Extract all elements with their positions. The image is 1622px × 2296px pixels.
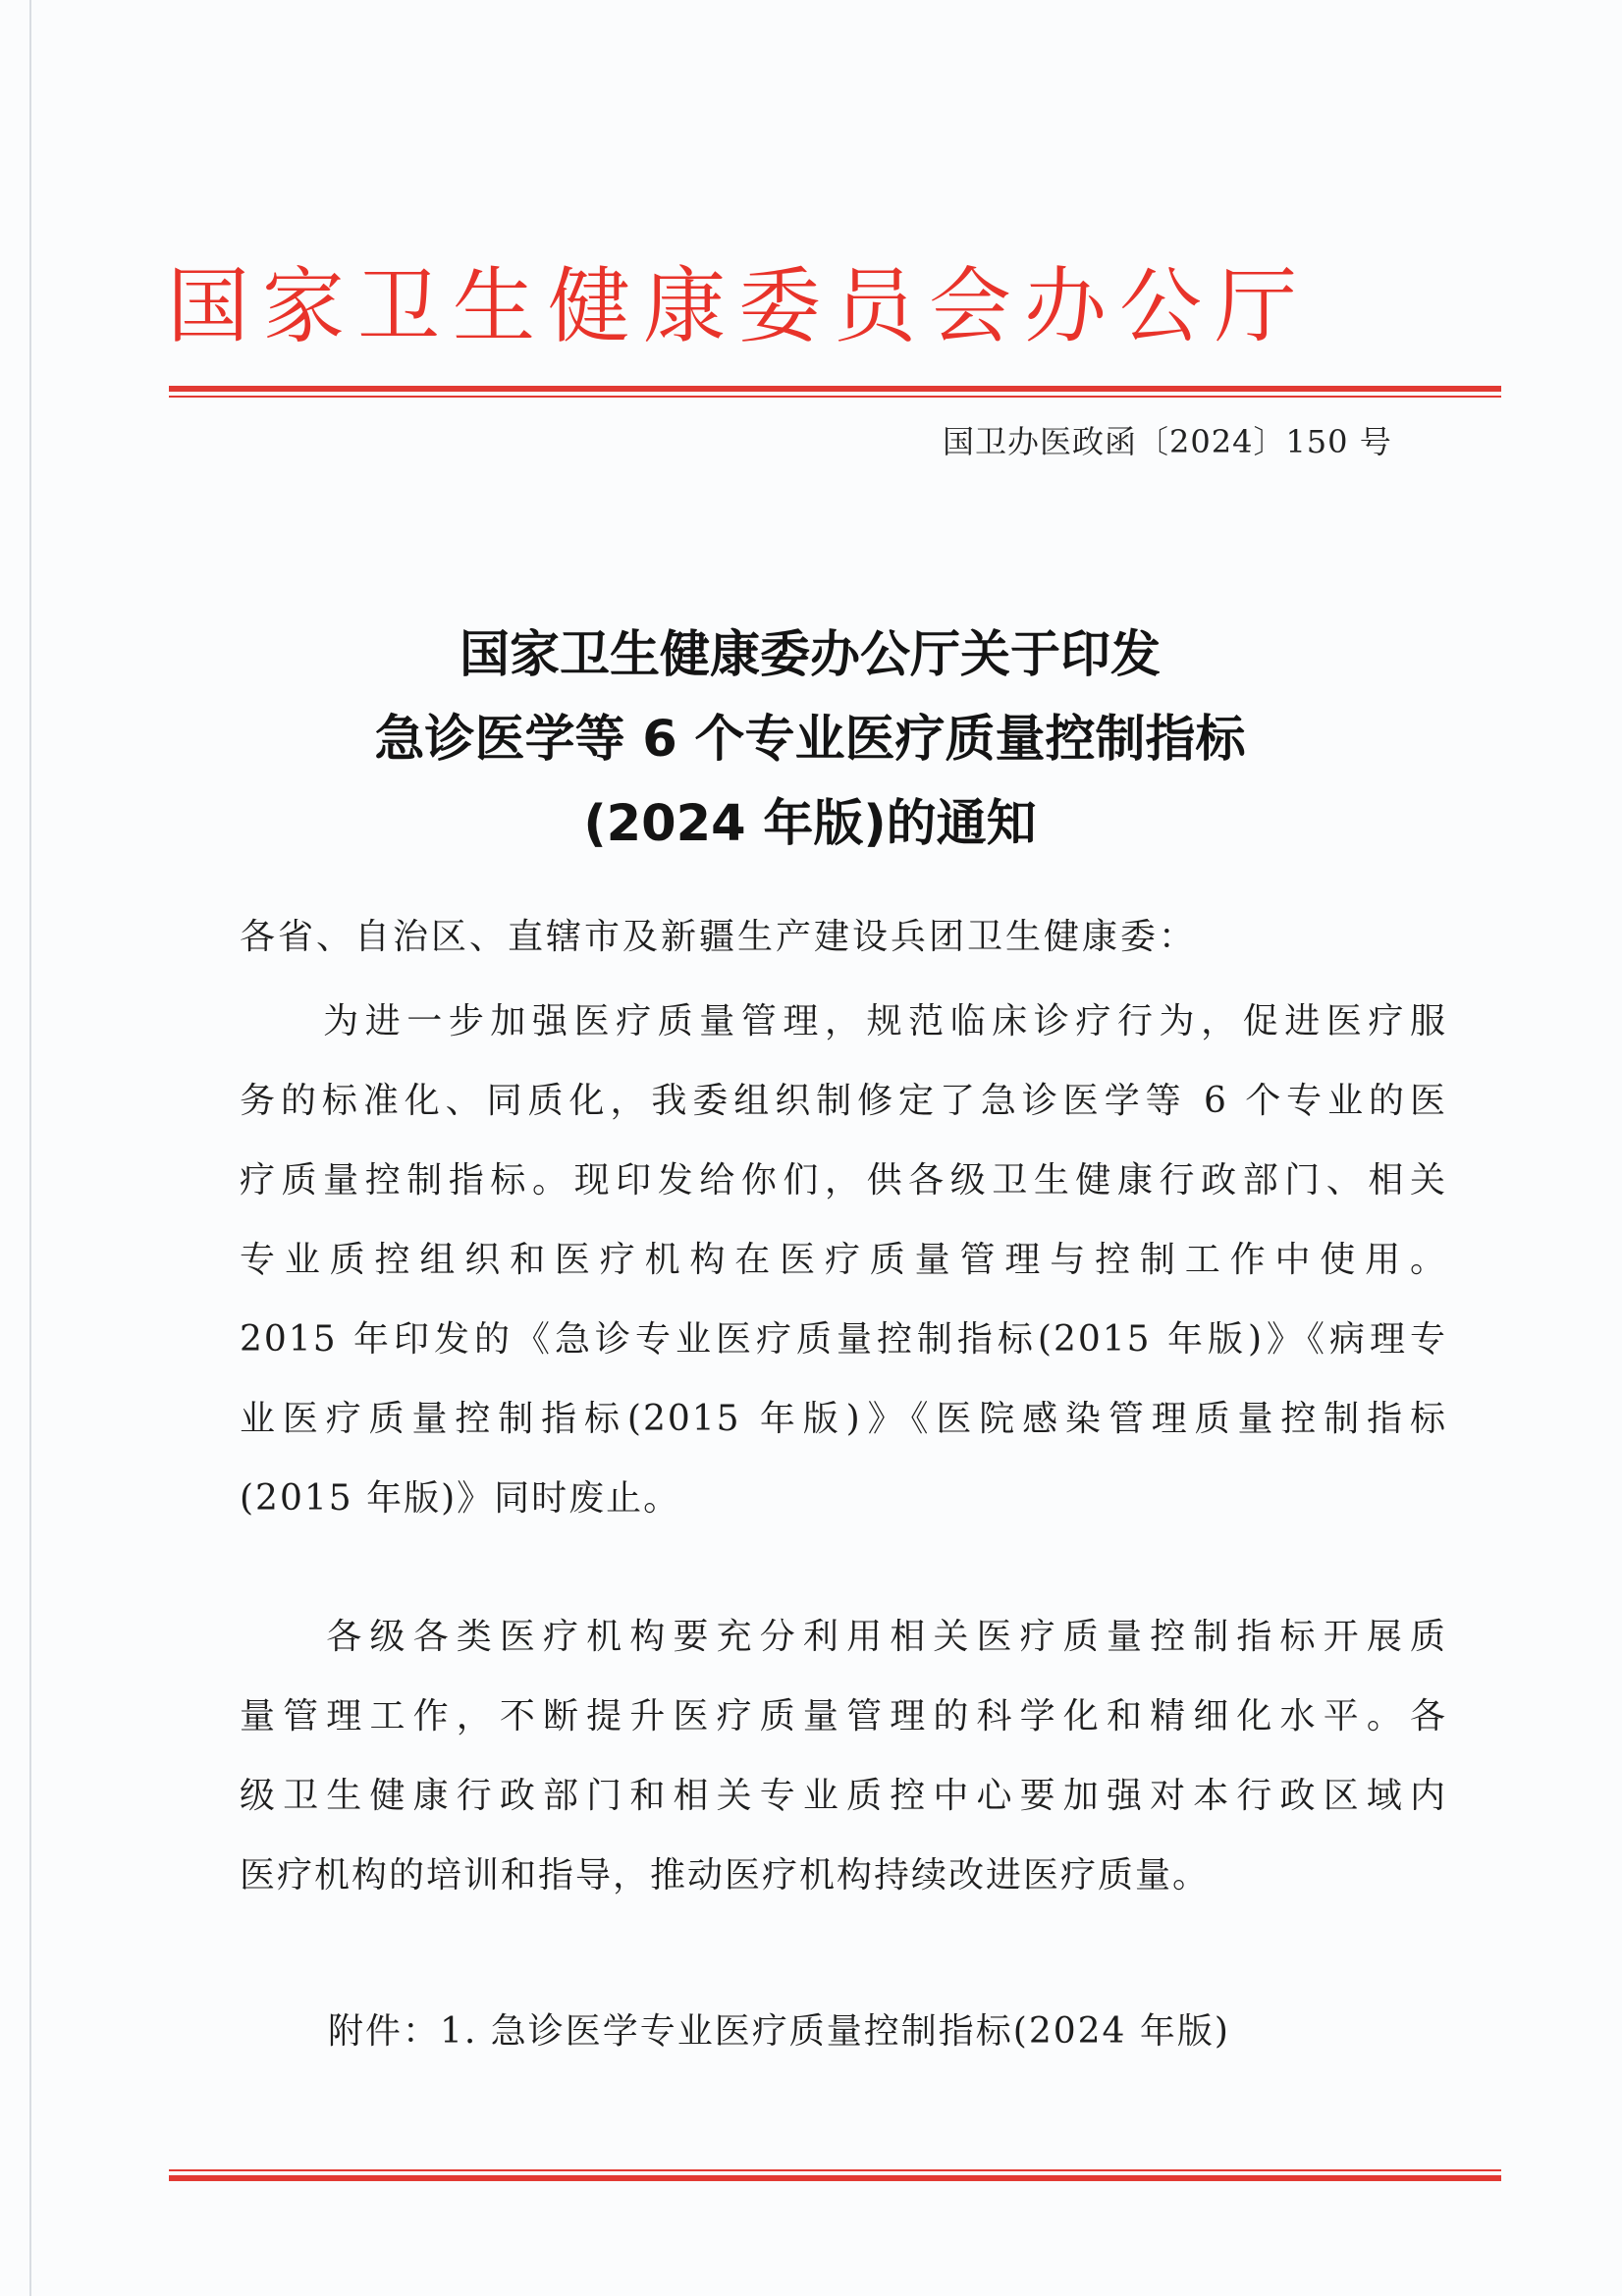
page-edge xyxy=(29,0,31,2296)
paragraph-1-line: 业医疗质量控制指标(2015 年版)》《医院感染管理质量控制指标 xyxy=(240,1399,1447,1439)
attachment-list: 附件：1. 急诊医学专业医疗质量控制指标(2024 年版) xyxy=(328,2011,1230,2052)
paragraph-2-line: 各级各类医疗机构要充分利用相关医疗质量控制指标开展质 xyxy=(240,1617,1447,1657)
paragraph-2-line: 量管理工作，不断提升医疗质量管理的科学化和精细化水平。各 xyxy=(240,1696,1447,1736)
title-line-2: 急诊医学等 6 个专业医疗质量控制指标 xyxy=(374,711,1246,769)
title-line-1: 国家卫生健康委办公厅关于印发 xyxy=(459,626,1161,684)
paragraph-2-line: 级卫生健康行政部门和相关专业质控中心要加强对本行政区域内 xyxy=(240,1776,1447,1816)
paragraph-1-line: 务的标准化、同质化，我委组织制修定了急诊医学等 6 个专业的医 xyxy=(240,1081,1447,1121)
paragraph-1 xyxy=(240,982,1447,1538)
masthead-rule-lower xyxy=(169,396,1501,398)
paragraph-1-line: 疗质量控制指标。现印发给你们，供各级卫生健康行政部门、相关 xyxy=(240,1160,1447,1201)
document-title xyxy=(196,614,1424,867)
paragraph-2 xyxy=(240,1597,1447,1915)
addressee: 各省、自治区、直辖市及新疆生产建设兵团卫生健康委： xyxy=(240,917,1198,957)
document-number: 国卫办医政函〔2024〕150 号 xyxy=(943,423,1392,460)
paragraph-1-line: 专业质控组织和医疗机构在医疗质量管理与控制工作中使用。 xyxy=(240,1240,1447,1280)
paragraph-2-line: 医疗机构的培训和指导，推动医疗机构持续改进医疗质量。 xyxy=(240,1855,1211,1896)
footer-rule-lower xyxy=(169,2175,1501,2181)
footer-rule-upper xyxy=(169,2169,1501,2171)
paragraph-1-line: 2015 年印发的《急诊专业医疗质量控制指标(2015 年版)》《病理专 xyxy=(240,1319,1447,1360)
title-line-3: (2024 年版)的通知 xyxy=(583,795,1037,853)
issuer-masthead: 国家卫生健康委员会办公厅 xyxy=(167,258,1311,354)
masthead-rule-upper xyxy=(169,386,1501,392)
paragraph-1-line: 为进一步加强医疗质量管理，规范临床诊疗行为，促进医疗服 xyxy=(240,1001,1447,1041)
paragraph-1-line: (2015 年版)》同时废止。 xyxy=(240,1478,681,1519)
